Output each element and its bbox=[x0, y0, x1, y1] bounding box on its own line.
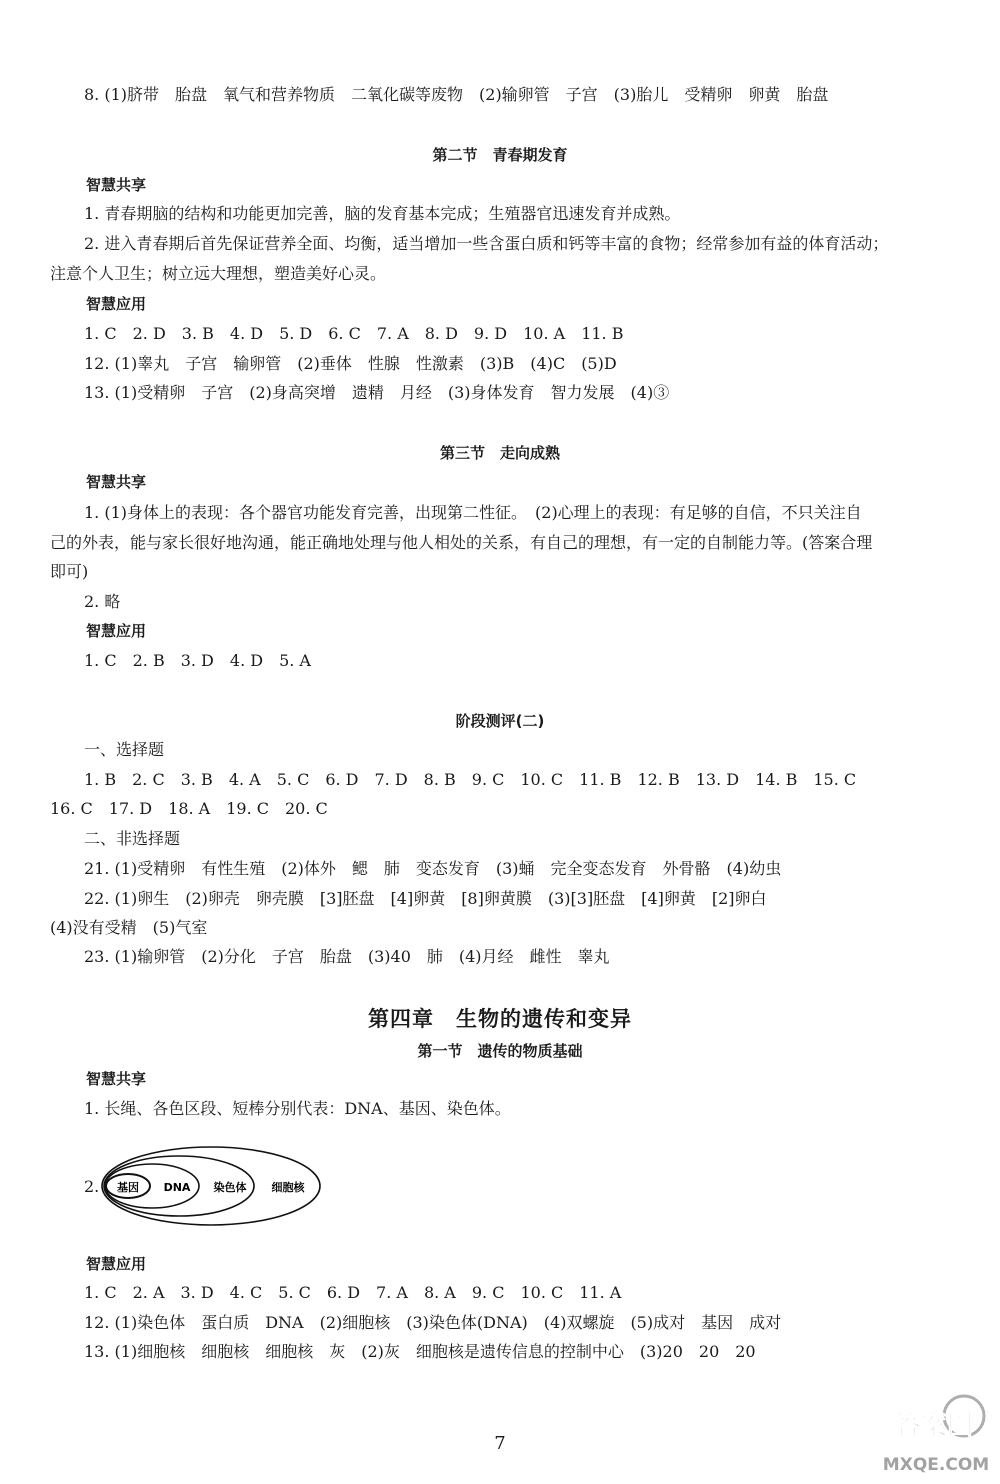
dna-label: DNA bbox=[163, 1181, 191, 1194]
subsection-label: 智慧共享 bbox=[86, 1070, 147, 1088]
subsection-label: 智慧应用 bbox=[86, 1255, 147, 1273]
answer-line: 1. C 2. B 3. D 4. D 5. A bbox=[84, 651, 311, 670]
answer-line: 1. B 2. C 3. B 4. A 5. C 6. D 7. D 8. B 9. C 10. C 11. B 12. B 13. D 14. B 15. C bbox=[84, 770, 857, 789]
answer-line: 注意个人卫生；树立远大理想，塑造美好心灵。 bbox=[50, 264, 387, 283]
answer-line: 1. 青春期脑的结构和功能更加完善，脑的发育基本完成；生殖器官迅速发育并成熟。 bbox=[84, 204, 681, 223]
watermark-en: MXQE.COM bbox=[882, 1455, 990, 1475]
subsection-label: 智慧应用 bbox=[86, 295, 147, 313]
subsection-label: 智慧共享 bbox=[86, 473, 147, 491]
answer-line: 21. (1)受精卵 有性生殖 (2)体外 鳃 肺 变态发育 (3)蛹 完全变态发育 外骨骼 (4)幼虫 bbox=[84, 859, 782, 878]
nucleus-label: 细胞核 bbox=[271, 1181, 305, 1194]
answer-line: 13. (1)受精卵 子宫 (2)身高突增 遗精 月经 (3)身体发育 智力发展 (4)③ bbox=[84, 383, 670, 402]
part-label: 二、非选择题 bbox=[84, 829, 181, 848]
watermark-logo bbox=[880, 1390, 992, 1478]
nesting-diagram bbox=[100, 1145, 322, 1227]
answer-line: 12. (1)染色体 蛋白质 DNA (2)细胞核 (3)染色体(DNA) (4)双螺旋 (5)成对 基因 成对 bbox=[84, 1313, 782, 1332]
answer-line: (4)没有受精 (5)气室 bbox=[50, 918, 208, 937]
page-number: 7 bbox=[494, 1433, 506, 1454]
diagram-number: 2. bbox=[84, 1177, 100, 1196]
answer-line: 1. C 2. D 3. B 4. D 5. D 6. C 7. A 8. D 9. D 10. A 11. B bbox=[84, 324, 624, 343]
section-title: 第二节 青春期发育 bbox=[432, 146, 568, 164]
answer-line: 即可) bbox=[50, 562, 89, 581]
chromosome-label: 染色体 bbox=[213, 1181, 247, 1194]
answer-line: 1. 长绳、各色区段、短棒分别代表：DNA、基因、染色体。 bbox=[84, 1099, 511, 1118]
subsection-label: 智慧应用 bbox=[86, 622, 147, 640]
answer-line: 2. 略 bbox=[84, 592, 121, 611]
section-title: 第一节 遗传的物质基础 bbox=[417, 1042, 583, 1060]
answer-line: 己的外表，能与家长很好地沟通，能正确地处理与他人相处的关系，有自己的理想，有一定的自制能力等。(答案合理 bbox=[50, 533, 873, 552]
answer-line: 13. (1)细胞核 细胞核 细胞核 灰 (2)灰 细胞核是遗传信息的控制中心 (3)20 20 20 bbox=[84, 1342, 756, 1361]
chapter-title: 第四章 生物的遗传和变异 bbox=[368, 1007, 632, 1031]
answer-line: 1. (1)身体上的表现：各个器官功能发育完善，出现第二性征。 (2)心理上的表现：有足够的自信，不只关注自 bbox=[84, 503, 862, 522]
answer-line: 2. 进入青春期后首先保证营养全面、均衡，适当增加一些含蛋白质和钙等丰富的食物；经常参加有益的体育活动； bbox=[84, 234, 889, 253]
section-title: 阶段测评(二) bbox=[455, 712, 545, 730]
section-title: 第三节 走向成熟 bbox=[439, 444, 560, 462]
answer-line: 12. (1)睾丸 子宫 输卵管 (2)垂体 性腺 性激素 (3)B (4)C (5)D bbox=[84, 354, 617, 373]
answer-line: 23. (1)输卵管 (2)分化 子宫 胎盘 (3)40 肺 (4)月经 雌性 睾丸 bbox=[84, 947, 610, 966]
answer-line: 1. C 2. A 3. D 4. C 5. C 6. D 7. A 8. A 9. C 10. C 11. A bbox=[84, 1283, 622, 1302]
answer-line: 22. (1)卵生 (2)卵壳 卵壳膜 [3]胚盘 [4]卵黄 [8]卵黄膜 (3)[3]胚盘 [4]卵黄 [2]卵白 bbox=[84, 889, 767, 908]
subsection-label: 智慧共享 bbox=[86, 176, 147, 194]
gene-label: 基因 bbox=[117, 1181, 139, 1194]
watermark-cn: 答案圈 bbox=[894, 1411, 974, 1441]
answer-line: 8. (1)脐带 胎盘 氧气和营养物质 二氧化碳等废物 (2)输卵管 子宫 (3)胎儿 受精卵 卵黄 胎盘 bbox=[84, 85, 829, 104]
part-label: 一、选择题 bbox=[84, 740, 165, 759]
answer-line: 16. C 17. D 18. A 19. C 20. C bbox=[50, 799, 328, 818]
